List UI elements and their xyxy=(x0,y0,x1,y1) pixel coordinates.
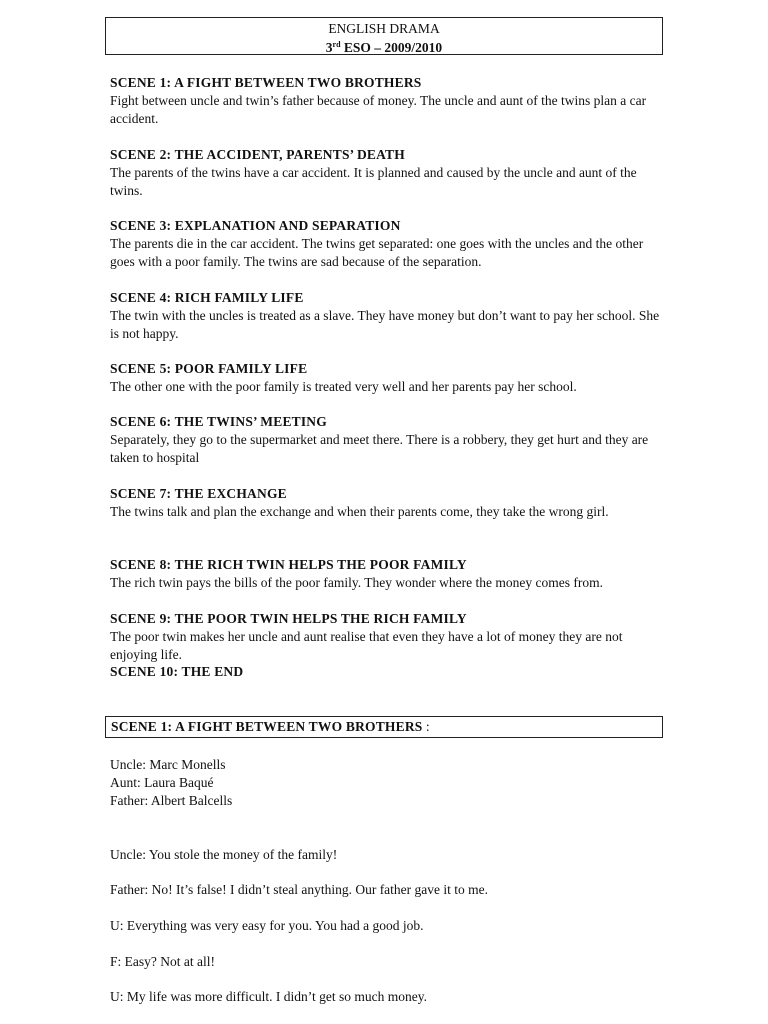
scene-description: Fight between uncle and twin’s father because of money. The uncle and aunt of the twins plan a car accident. xyxy=(110,93,647,126)
dialogue-line: Uncle: You stole the money of the family! xyxy=(110,847,338,862)
scene-summary-10 xyxy=(110,663,670,681)
scene-summary-6 xyxy=(110,413,670,467)
scene-summary-4 xyxy=(110,289,670,343)
scene-description: The rich twin pays the bills of the poor family. They wonder where the money comes from. xyxy=(110,575,603,590)
cast-uncle: Uncle: Marc Monells xyxy=(110,757,226,772)
scene-heading: SCENE 10: THE END xyxy=(110,664,244,679)
dialogue-line: Father: No! It’s false! I didn’t steal anything. Our father gave it to me. xyxy=(110,882,489,897)
scene-summary-7 xyxy=(110,485,670,521)
scene-summary-9 xyxy=(110,610,670,664)
scene-1-heading-colon: : xyxy=(422,719,430,734)
scene-description: The twins talk and plan the exchange and when their parents come, they take the wrong girl. xyxy=(110,504,609,519)
grade-suffix: rd xyxy=(332,40,341,49)
scene-description: Separately, they go to the supermarket and meet there. There is a robbery, they get hurt and they are taken to hospital xyxy=(110,432,649,465)
scene-description: The parents die in the car accident. The twins get separated: one goes with the uncles and the other goes with a poor family. The twins are sad because of the separation. xyxy=(110,236,644,269)
scene-1-heading-box xyxy=(105,716,663,738)
scene-heading: SCENE 3: EXPLANATION AND SEPARATION xyxy=(110,218,401,233)
grade-course-year: ESO – 2009/2010 xyxy=(340,40,443,55)
scene-heading: SCENE 8: THE RICH TWIN HELPS THE POOR FAMILY xyxy=(110,557,467,572)
scene-heading: SCENE 4: RICH FAMILY LIFE xyxy=(110,290,304,305)
scene-heading: SCENE 9: THE POOR TWIN HELPS THE RICH FAMILY xyxy=(110,611,467,626)
scene-description: The poor twin makes her uncle and aunt realise that even they have a lot of money they are not enjoying life. xyxy=(110,629,623,662)
scene-description: The other one with the poor family is treated very well and her parents pay her school. xyxy=(110,379,577,394)
scene-heading: SCENE 2: THE ACCIDENT, PARENTS’ DEATH xyxy=(110,147,405,162)
scene-description: The parents of the twins have a car accident. It is planned and caused by the uncle and aunt of the twins. xyxy=(110,165,637,198)
cast-aunt: Aunt: Laura Baqué xyxy=(110,775,214,790)
scene-description: The twin with the uncles is treated as a slave. They have money but don’t want to pay her school. She is not happy. xyxy=(110,308,660,341)
scene-heading: SCENE 6: THE TWINS’ MEETING xyxy=(110,414,327,429)
scene-summary-2 xyxy=(110,146,670,200)
dialogue-line: F: Easy? Not at all! xyxy=(110,954,215,969)
grade-number: 3 xyxy=(325,40,333,55)
document-subtitle xyxy=(106,37,662,56)
scene-heading: SCENE 7: THE EXCHANGE xyxy=(110,486,287,501)
scene-heading: SCENE 1: A FIGHT BETWEEN TWO BROTHERS xyxy=(110,75,422,90)
scene-heading: SCENE 5: POOR FAMILY LIFE xyxy=(110,361,308,376)
scene-summary-5 xyxy=(110,360,670,396)
scene-1-heading: SCENE 1: A FIGHT BETWEEN TWO BROTHERS xyxy=(111,719,423,734)
scene-summary-8 xyxy=(110,556,670,592)
document-title: ENGLISH DRAMA xyxy=(328,21,440,36)
dialogue-line: U: Everything was very easy for you. You had a good job. xyxy=(110,918,424,933)
document-title-box xyxy=(105,17,663,55)
scene-summary-1 xyxy=(110,74,670,128)
cast-father: Father: Albert Balcells xyxy=(110,793,233,808)
dialogue-line: U: My life was more difficult. I didn’t get so much money. xyxy=(110,989,427,1004)
scene-summary-3 xyxy=(110,217,670,271)
